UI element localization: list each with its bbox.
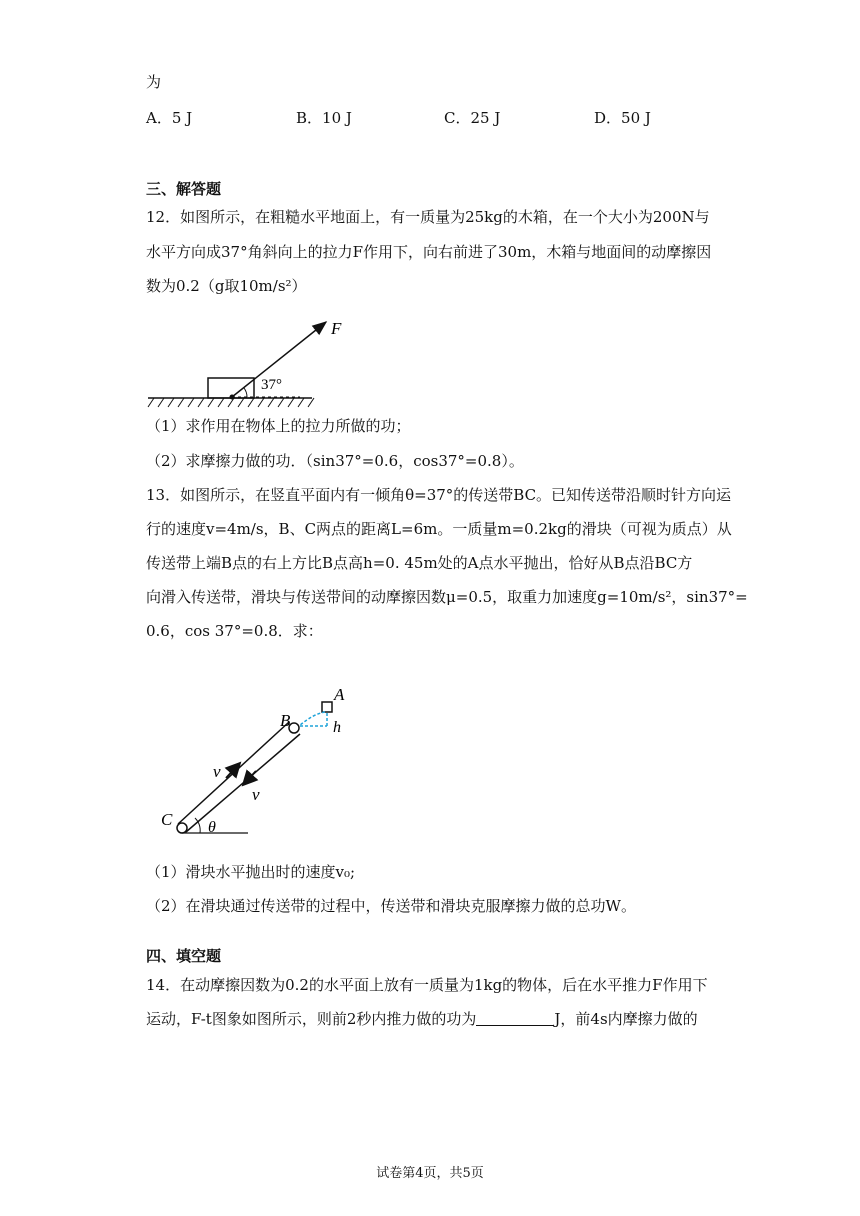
q12-subquestion-1: （1）求作用在物体上的拉力所做的功； xyxy=(146,417,411,435)
q12-subquestion-2: （2）求摩擦力做的功．（sin37°=0.6，cos37°=0.8）。 xyxy=(146,452,524,470)
continuation-text: 为 xyxy=(146,73,162,91)
label-c: C xyxy=(161,810,173,829)
q12-box-force-diagram xyxy=(140,310,342,426)
conveyor-belt xyxy=(177,722,300,833)
q13-subquestion-2: （2）在滑块通过传送带的过程中，传送带和滑块克服摩擦力做的总功W。 xyxy=(146,897,636,915)
q12-line-1: 12．如图所示，在粗糙水平地面上，有一质量为25kg的木箱，在一个大小为200N与 xyxy=(146,208,710,226)
q13-subquestion-1: （1）滑块水平抛出时的速度v₀; xyxy=(146,863,356,881)
q14-line-2 xyxy=(146,1009,698,1029)
label-v-up: v xyxy=(213,762,221,781)
answer-blank[interactable] xyxy=(476,1011,554,1026)
q13-line-5: 0.6，cos 37°=0.8．求： xyxy=(146,622,323,640)
q13-conveyor-diagram xyxy=(155,680,355,840)
ground-hatch xyxy=(148,398,314,407)
angle-arc xyxy=(244,388,247,397)
q12-line-2: 水平方向成37°角斜向上的拉力F作用下，向右前进了30m，木箱与地面间的动摩擦因 xyxy=(146,243,712,261)
q13-line-3: 传送带上端B点的右上方比B点高h=0. 45m处的A点水平抛出，恰好从B点沿BC方 xyxy=(146,554,693,572)
label-b: B xyxy=(280,711,291,730)
section-title-fill-blank: 四、填空题 xyxy=(146,947,222,965)
section-title-answer: 三、解答题 xyxy=(146,180,222,198)
page-footer: 试卷第4页，共5页 xyxy=(376,1166,484,1181)
q13-line-1: 13．如图所示，在竖直平面内有一倾角θ=37°的传送带BC。已知传送带沿顺时针方向运 xyxy=(146,486,732,504)
slider-block xyxy=(322,702,332,712)
force-label: F xyxy=(331,319,342,338)
q13-line-4: 向滑入传送带，滑块与传送带间的动摩擦因数μ=0.5，取重力加速度g=10m/s²，sin37°= xyxy=(146,588,748,606)
q14-line-1: 14．在动摩擦因数为0.2的水平面上放有一质量为1kg的物体，后在水平推力F作用下 xyxy=(146,976,708,994)
velocity-arrow-down xyxy=(243,771,256,785)
option-a: A．5 J xyxy=(146,109,193,127)
velocity-arrow-up xyxy=(226,763,240,778)
angle-label: 37° xyxy=(261,377,282,393)
label-v-down: v xyxy=(252,785,260,804)
q12-line-3: 数为0.2（g取10m/s²） xyxy=(146,277,307,295)
projectile-path xyxy=(299,712,325,726)
label-h: h xyxy=(333,719,341,736)
q14-text-after-blank: J，前4s内摩擦力做的 xyxy=(554,1010,698,1028)
option-c: C．25 J xyxy=(444,109,501,127)
option-d: D．50 J xyxy=(594,109,651,127)
label-a: A xyxy=(334,685,345,704)
option-b: B．10 J xyxy=(296,109,352,127)
q13-line-2: 行的速度v=4m/s，B、C两点的距离L=6m。一质量m=0.2kg的滑块（可视为质点）从 xyxy=(146,520,732,538)
label-theta: θ xyxy=(208,819,216,836)
q14-text-before-blank: 运动，F-t图象如图所示，则前2秒内推力做的功为 xyxy=(146,1010,477,1028)
